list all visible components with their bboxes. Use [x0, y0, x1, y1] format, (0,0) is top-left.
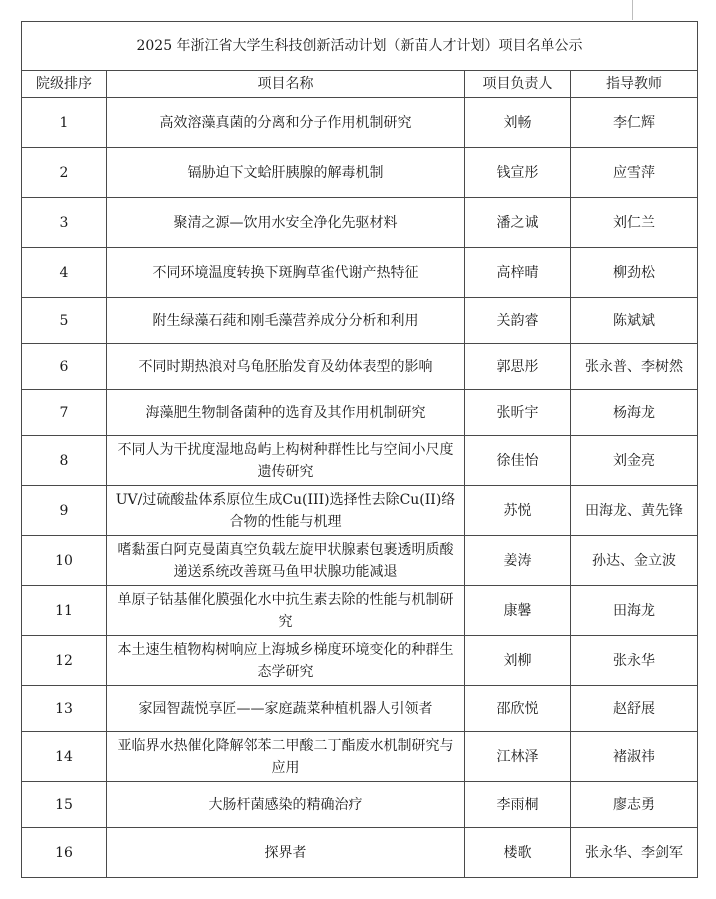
rank-cell: 7 [22, 390, 107, 436]
project-name-cell: 本土速生植物构树响应上海城乡梯度环境变化的种群生态学研究 [107, 636, 465, 686]
project-name-cell: 亚临界水热催化降解邻苯二甲酸二丁酯废水机制研究与应用 [107, 732, 465, 782]
advisor-cell: 廖志勇 [571, 782, 698, 828]
header-project-name: 项目名称 [107, 71, 465, 98]
leader-cell: 邵欣悦 [465, 686, 571, 732]
project-name-cell: 单原子钴基催化膜强化水中抗生素去除的性能与机制研究 [107, 586, 465, 636]
advisor-cell: 赵舒展 [571, 686, 698, 732]
rank-cell: 2 [22, 148, 107, 198]
leader-cell: 张昕宇 [465, 390, 571, 436]
header-advisor: 指导教师 [571, 71, 698, 98]
leader-cell: 郭思彤 [465, 344, 571, 390]
table-row [22, 732, 698, 782]
rank-cell: 3 [22, 198, 107, 248]
header-leader: 项目负责人 [465, 71, 571, 98]
table-row [22, 98, 698, 148]
project-name-cell: 家园智蔬悦享匠——家庭蔬菜种植机器人引领者 [107, 686, 465, 732]
table-title: 2025 年浙江省大学生科技创新活动计划（新苗人才计划）项目名单公示 [22, 22, 698, 71]
leader-cell: 刘畅 [465, 98, 571, 148]
table-row [22, 828, 698, 878]
advisor-cell: 褚淑祎 [571, 732, 698, 782]
project-name-cell: 聚清之源—饮用水安全净化先驱材料 [107, 198, 465, 248]
table-row [22, 782, 698, 828]
advisor-cell: 杨海龙 [571, 390, 698, 436]
project-name-cell: UV/过硫酸盐体系原位生成Cu(III)选择性去除Cu(II)络合物的性能与机理 [107, 486, 465, 536]
advisor-cell: 李仁辉 [571, 98, 698, 148]
header-rank: 院级排序 [22, 71, 107, 98]
rank-cell: 4 [22, 248, 107, 298]
rank-cell: 11 [22, 586, 107, 636]
project-name-cell: 嗜黏蛋白阿克曼菌真空负载左旋甲状腺素包裹透明质酸递送系统改善斑马鱼甲状腺功能减退 [107, 536, 465, 586]
leader-cell: 江林泽 [465, 732, 571, 782]
advisor-cell: 田海龙、黄先锋 [571, 486, 698, 536]
rank-cell: 6 [22, 344, 107, 390]
project-name-cell: 不同环境温度转换下斑胸草雀代谢产热特征 [107, 248, 465, 298]
project-name-cell: 镉胁迫下文蛤肝胰腺的解毒机制 [107, 148, 465, 198]
leader-cell: 高梓晴 [465, 248, 571, 298]
advisor-cell: 田海龙 [571, 586, 698, 636]
rank-cell: 5 [22, 298, 107, 344]
project-list-table [21, 21, 698, 878]
title-row [22, 22, 698, 71]
advisor-cell: 刘金亮 [571, 436, 698, 486]
project-name-cell: 高效溶藻真菌的分离和分子作用机制研究 [107, 98, 465, 148]
advisor-cell: 孙达、金立波 [571, 536, 698, 586]
leader-cell: 楼歌 [465, 828, 571, 878]
table-row [22, 586, 698, 636]
advisor-cell: 柳劲松 [571, 248, 698, 298]
table-row [22, 486, 698, 536]
leader-cell: 姜涛 [465, 536, 571, 586]
leader-cell: 钱宣彤 [465, 148, 571, 198]
project-name-cell: 不同时期热浪对乌龟胚胎发育及幼体表型的影响 [107, 344, 465, 390]
table-row [22, 536, 698, 586]
rank-cell: 15 [22, 782, 107, 828]
table-row [22, 436, 698, 486]
rank-cell: 1 [22, 98, 107, 148]
leader-cell: 刘柳 [465, 636, 571, 686]
rank-cell: 9 [22, 486, 107, 536]
rank-cell: 16 [22, 828, 107, 878]
table-row [22, 390, 698, 436]
header-row [22, 71, 698, 98]
table-row [22, 248, 698, 298]
leader-cell: 关韵睿 [465, 298, 571, 344]
table-row [22, 298, 698, 344]
table-row [22, 198, 698, 248]
project-name-cell: 海藻肥生物制备菌种的选育及其作用机制研究 [107, 390, 465, 436]
rank-cell: 13 [22, 686, 107, 732]
advisor-cell: 陈斌斌 [571, 298, 698, 344]
rank-cell: 12 [22, 636, 107, 686]
leader-cell: 苏悦 [465, 486, 571, 536]
leader-cell: 李雨桐 [465, 782, 571, 828]
table-row [22, 686, 698, 732]
advisor-cell: 刘仁兰 [571, 198, 698, 248]
table-row [22, 636, 698, 686]
advisor-cell: 张永华、李剑军 [571, 828, 698, 878]
rank-cell: 10 [22, 536, 107, 586]
advisor-cell: 张永华 [571, 636, 698, 686]
advisor-cell: 张永普、李树然 [571, 344, 698, 390]
project-name-cell: 探界者 [107, 828, 465, 878]
table-row [22, 148, 698, 198]
project-name-cell: 附生绿藻石莼和刚毛藻营养成分分析和利用 [107, 298, 465, 344]
project-name-cell: 大肠杆菌感染的精确治疗 [107, 782, 465, 828]
advisor-cell: 应雪萍 [571, 148, 698, 198]
page-edge-divider [632, 0, 633, 20]
leader-cell: 潘之诚 [465, 198, 571, 248]
leader-cell: 康馨 [465, 586, 571, 636]
table-row [22, 344, 698, 390]
project-name-cell: 不同人为干扰度湿地岛屿上构树种群性比与空间小尺度遗传研究 [107, 436, 465, 486]
rank-cell: 8 [22, 436, 107, 486]
rank-cell: 14 [22, 732, 107, 782]
leader-cell: 徐佳怡 [465, 436, 571, 486]
